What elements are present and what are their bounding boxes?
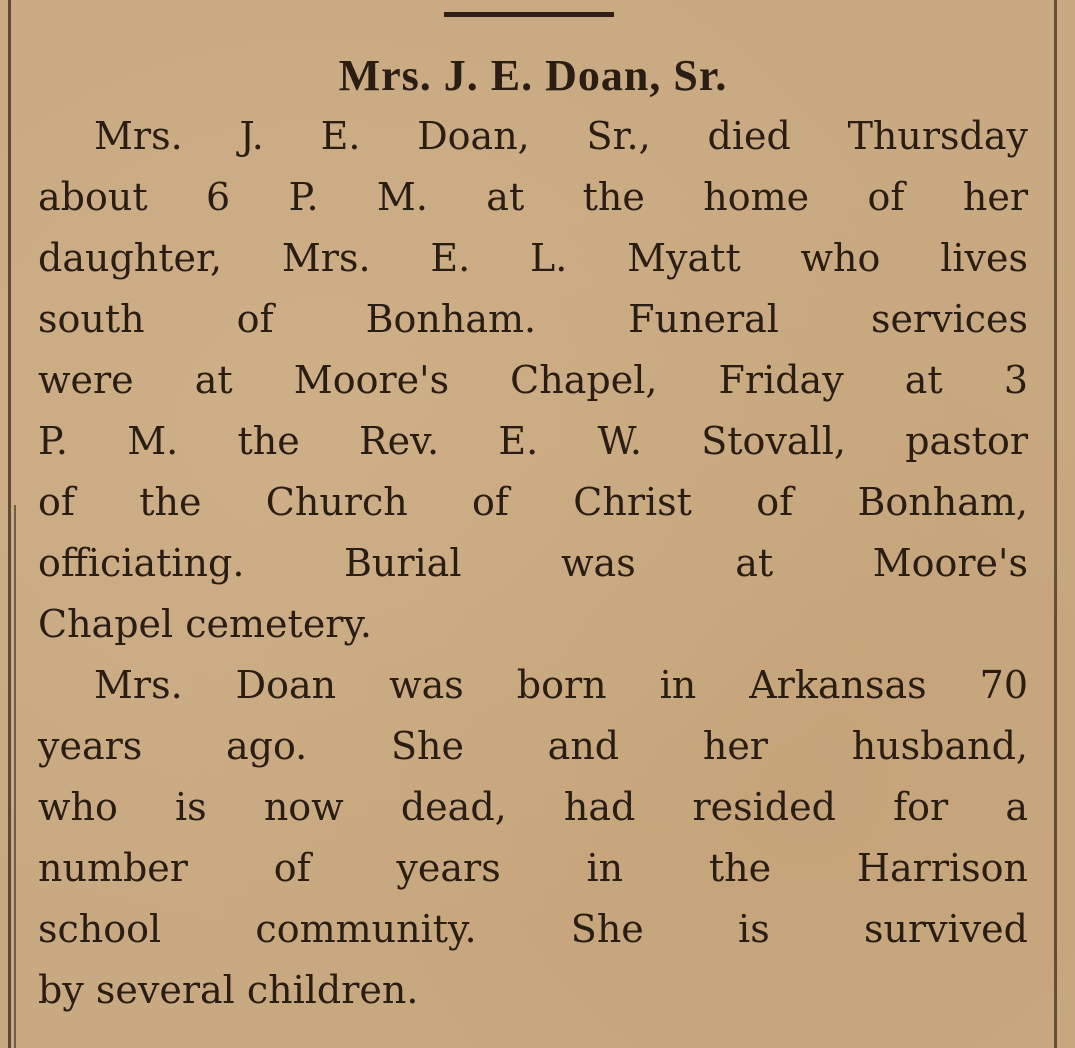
text-line: south of Bonham. Funeral services	[38, 297, 1028, 341]
text-line: by several children.	[38, 968, 419, 1012]
text-line: about 6 P. M. at the home of her	[38, 175, 1028, 219]
text-line: school community. She is survived	[38, 907, 1028, 951]
text-line: of the Church of Christ of Bonham,	[38, 480, 1028, 524]
text-line: officiating. Burial was at Moore's	[38, 541, 1028, 585]
text-line: years ago. She and her husband,	[38, 724, 1028, 768]
headline: Mrs. J. E. Doan, Sr.	[338, 51, 728, 100]
separator-bar	[444, 12, 614, 17]
text-line: who is now dead, had resided for a	[38, 785, 1028, 829]
text-line: Mrs. J. E. Doan, Sr., died Thursday	[94, 114, 1028, 158]
column-rule-left-inner	[14, 505, 16, 1048]
text-line: Mrs. Doan was born in Arkansas 70	[94, 663, 1028, 707]
text-line: Chapel cemetery.	[38, 602, 372, 646]
obituary-article	[38, 48, 1028, 1021]
column-rule-right	[1054, 0, 1057, 1048]
column-rule-left	[8, 0, 11, 1048]
text-line: were at Moore's Chapel, Friday at 3	[38, 358, 1028, 402]
paragraph-2	[38, 655, 1028, 1021]
text-line: P. M. the Rev. E. W. Stovall, pastor	[38, 419, 1028, 463]
paragraph-1	[38, 106, 1028, 655]
text-line: daughter, Mrs. E. L. Myatt who lives	[38, 236, 1028, 280]
text-line: number of years in the Harrison	[38, 846, 1028, 890]
